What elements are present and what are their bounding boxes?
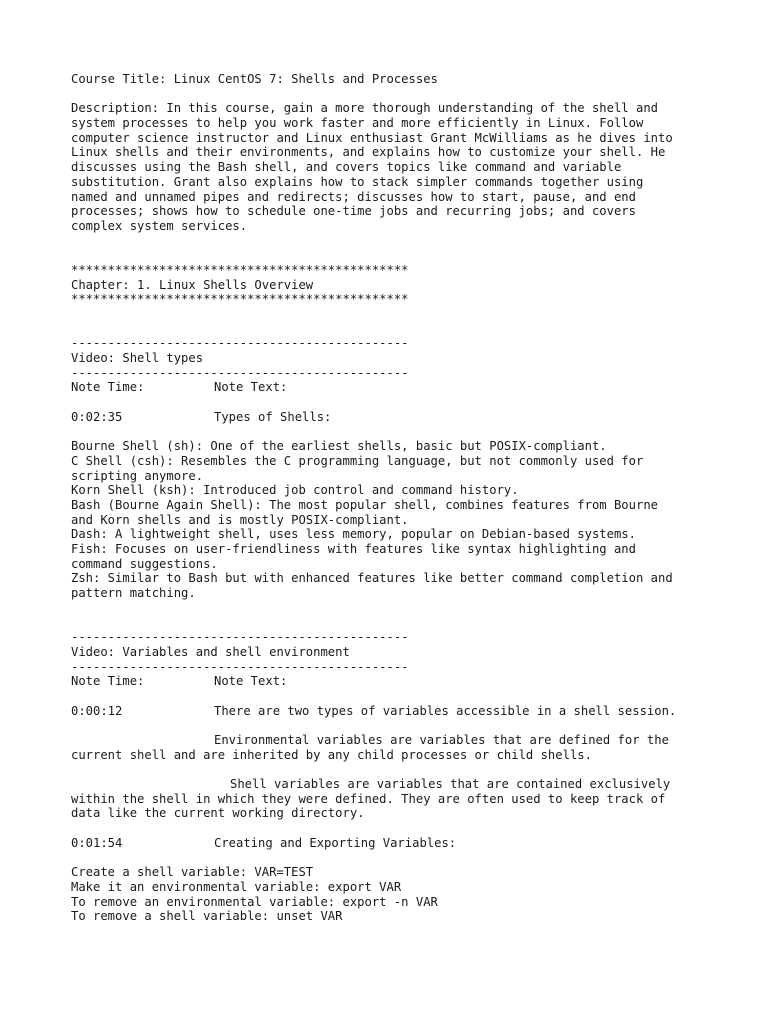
note-time: 0:00:12 [71, 703, 123, 718]
video-dash-rule-bottom: ---------------------------------------------- [71, 365, 409, 380]
course-title: Course Title: Linux CentOS 7: Shells and Processes [71, 72, 438, 86]
list-item: Make it an environmental variable: export VAR [71, 879, 402, 894]
note-header [71, 674, 711, 689]
shell-variables-line: data like the current working directory. [71, 806, 365, 821]
chapter-star-rule-top: ********************************************** [71, 262, 409, 277]
course-description [71, 101, 711, 233]
description-line: system processes to help you work faster and more efficiently in Linux. Follow [71, 116, 644, 131]
video-title: Video: Variables and shell environment [71, 644, 350, 659]
note-header [71, 380, 711, 395]
list-item: pattern matching. [71, 586, 196, 601]
document-page [71, 72, 711, 924]
description-line: Linux shells and their environments, and explains how to customize your shell. He [71, 145, 666, 160]
note-text: Types of Shells: [214, 409, 332, 424]
description-line: Description: In this course, gain a more thorough understanding of the shell and [71, 101, 658, 116]
list-item: scripting anymore. [71, 468, 204, 483]
note-time: 0:02:35 [71, 409, 123, 424]
video-dash-rule-bottom: ---------------------------------------------- [71, 659, 409, 674]
list-item: Bourne Shell (sh): One of the earliest shells, basic but POSIX-compliant. [71, 439, 607, 454]
chapter-star-rule-bottom: ********************************************** [71, 292, 409, 307]
note-time-label: Note Time: [71, 380, 145, 395]
video-dash-rule-top: ---------------------------------------------- [71, 336, 409, 351]
note-time: 0:01:54 [71, 835, 123, 850]
list-item: Bash (Bourne Again Shell): The most popular shell, combines features from Bourne [71, 497, 658, 512]
list-item: Dash: A lightweight shell, uses less memory, popular on Debian-based systems. [71, 527, 636, 542]
list-item: To remove a shell variable: unset VAR [71, 909, 343, 924]
description-line: substitution. Grant also explains how to stack simpler commands together using [71, 174, 644, 189]
note-text-label: Note Text: [214, 674, 288, 689]
description-line: processes; shows how to schedule one-time jobs and recurring jobs; and covers [71, 204, 636, 219]
video-title: Video: Shell types [71, 351, 204, 366]
description-line: computer science instructor and Linux enthusiast Grant McWilliams as he dives into [71, 130, 673, 145]
note-entry [71, 704, 711, 719]
description-line: complex system services. [71, 218, 248, 233]
env-variables-line: Environmental variables are variables that are defined for the [214, 732, 669, 747]
list-item: command suggestions. [71, 556, 218, 571]
shell-types-list [71, 439, 711, 601]
video-dash-rule-top: ---------------------------------------------- [71, 630, 409, 645]
list-item: Korn Shell (ksh): Introduced job control and command history. [71, 483, 519, 498]
env-variables-line: current shell and are inherited by any child processes or child shells. [71, 747, 592, 762]
note-entry [71, 836, 711, 851]
description-line: discusses using the Bash shell, and covers topics like command and variable [71, 160, 622, 175]
description-line: named and unnamed pipes and redirects; discusses how to start, pause, and end [71, 189, 636, 204]
note-text: Creating and Exporting Variables: [214, 835, 457, 850]
list-item: Create a shell variable: VAR=TEST [71, 865, 314, 880]
shell-variables-line: within the shell in which they were defined. They are often used to keep track of [71, 791, 666, 806]
chapter-title: Chapter: 1. Linux Shells Overview [71, 277, 314, 292]
list-item: C Shell (csh): Resembles the C programming language, but not commonly used for [71, 453, 644, 468]
variable-commands-list [71, 865, 711, 924]
list-item: and Korn shells and is mostly POSIX-compliant. [71, 512, 409, 527]
note-text: There are two types of variables accessible in a shell session. [214, 703, 677, 718]
note-time-label: Note Time: [71, 674, 145, 689]
list-item: Zsh: Similar to Bash but with enhanced features like better command completion and [71, 571, 673, 586]
note-text-label: Note Text: [214, 380, 288, 395]
note-entry [71, 410, 711, 425]
shell-variables-line: Shell variables are variables that are contained exclusively [230, 777, 671, 792]
list-item: Fish: Focuses on user-friendliness with features like syntax highlighting and [71, 542, 636, 557]
list-item: To remove an environmental variable: export -n VAR [71, 894, 438, 909]
